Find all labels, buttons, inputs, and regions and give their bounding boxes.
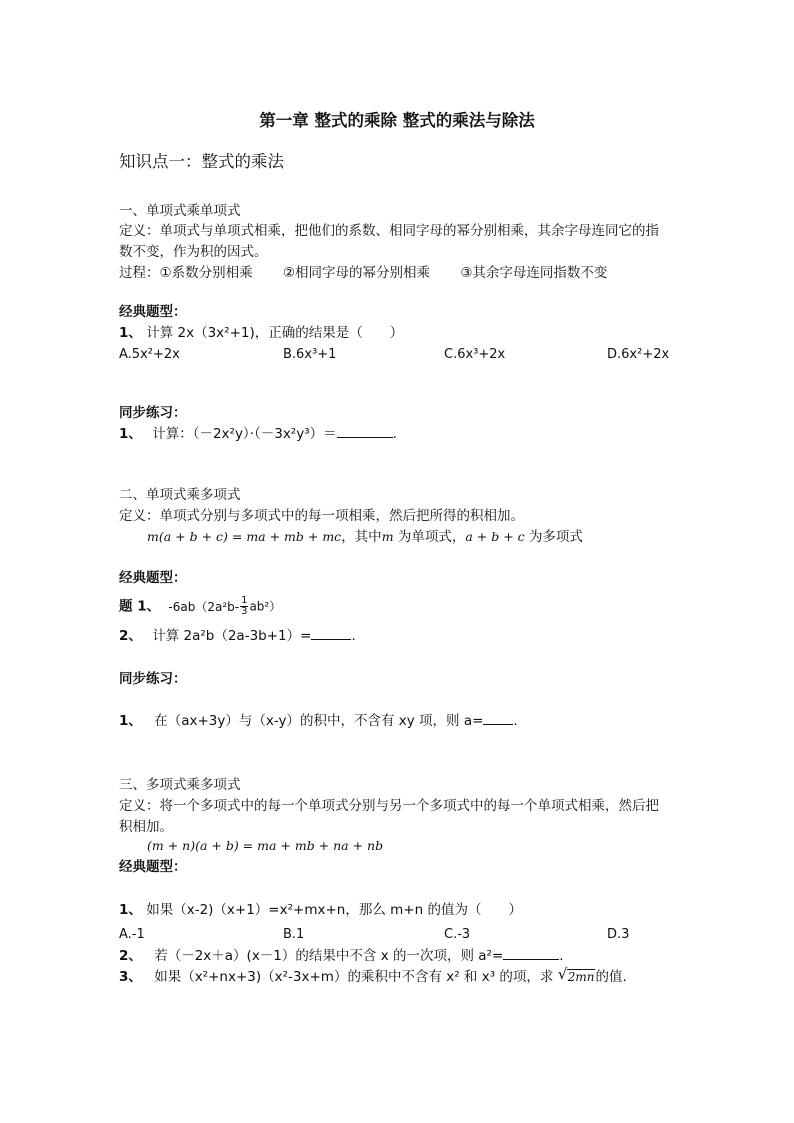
practice-number: 1、 (119, 713, 142, 729)
question-post: ab²） (249, 599, 282, 614)
question-text: 如果（x-2)（x+1）=x²+mx+n，那么 m+n 的值为（ ） (146, 902, 522, 918)
option-b: B.1 (283, 927, 305, 942)
option-d: D.3 (607, 927, 630, 942)
formula-abc: a + b + c (465, 529, 525, 544)
section3-definition-line1: 定义：将一个多项式中的每一个单项式分别与另一个多项式中的每一个单项式相乘，然后把 (119, 798, 659, 814)
section3-formula (147, 837, 383, 855)
answer-blank[interactable] (337, 425, 393, 438)
question-text: 若（－2x＋a）(x－1）的结果中不含 x 的一次项，则 a²= (154, 948, 504, 964)
question-number: 3、 (119, 969, 142, 985)
knowledge-point-heading: 知识点一：整式的乘法 (119, 152, 284, 171)
section1-process (119, 264, 607, 282)
question-pre: -6ab（2a²b- (168, 599, 240, 614)
section2-practice-heading: 同步练习： (119, 671, 187, 687)
section2-classic-heading: 经典题型： (119, 570, 187, 586)
option-d: D.6x²+2x (607, 347, 670, 362)
radicand: 2mn (567, 970, 595, 984)
option-a: A.5x²+2x (119, 347, 180, 362)
radical-sign: √ (557, 965, 568, 983)
section1-definition-line2: 数不变，作为积的因式。 (119, 244, 268, 260)
section1-practice1 (119, 425, 397, 443)
option-b: B.6x³+1 (283, 347, 337, 362)
question-number: 2、 (119, 628, 142, 644)
practice-number: 1、 (119, 426, 142, 442)
question-end: . (559, 948, 564, 964)
section3-definition-line2: 积相加。 (119, 819, 173, 835)
section1-heading: 一、单项式乘单项式 (119, 203, 241, 219)
question-end: . (351, 628, 356, 644)
section3-question2 (119, 947, 564, 965)
section2-definition: 定义：单项式分别与多项式中的每一项相乘，然后把所得的积相加。 (119, 508, 524, 524)
option-c: C.6x³+2x (444, 347, 506, 362)
section2-question1 (119, 596, 281, 617)
option-a: A.-1 (119, 927, 145, 942)
practice-end: . (392, 426, 397, 442)
fraction-one-third (240, 596, 248, 617)
practice-text: 计算：（－2x²y）·（－3x²y³）＝ (152, 426, 337, 442)
formula-m: m (381, 529, 394, 544)
answer-blank[interactable] (311, 627, 351, 640)
question-text: 如果（x²+nx+3)（x²-3x+m）的乘积中不含有 x² 和 x³ 的项，求 (154, 969, 554, 985)
question-number: 1、 (119, 902, 142, 918)
section2-heading: 二、单项式乘多项式 (119, 487, 241, 503)
section3-question3 (119, 965, 627, 986)
section1-classic-heading: 经典题型： (119, 304, 187, 320)
practice-text: 在（ax+3y）与（x-y）的积中，不含有 xy 项，则 a= (154, 713, 484, 729)
section1-question1 (119, 324, 403, 342)
section3-classic-heading: 经典题型： (119, 859, 187, 875)
square-root-expression (557, 965, 596, 986)
answer-blank[interactable] (503, 947, 559, 960)
section2-question2 (119, 627, 356, 645)
formula-text-2: 为单项式， (397, 529, 466, 545)
practice-end: . (513, 713, 518, 729)
question-number: 题 1、 (119, 598, 161, 615)
formula-text-3: 为多项式 (528, 529, 583, 545)
section3-question1 (119, 901, 522, 919)
process-step3: ③其余字母连同指数不变 (460, 265, 608, 281)
section1-definition-line1: 定义：单项式与单项式相乘，把他们的系数、相同字母的幂分别相乘，其余字母连同它的指 (119, 223, 659, 239)
section2-practice1 (119, 712, 518, 730)
option-c: C.-3 (444, 927, 471, 942)
fraction-denominator: 3 (241, 606, 248, 617)
foil-formula: (m + n)(a + b) = ma + mb + na + nb (147, 838, 384, 853)
question-number: 1、 (119, 325, 142, 341)
question-text: 计算 2x（3x²+1)，正确的结果是（ ） (146, 325, 404, 341)
page-title: 第一章 整式的乘除 整式的乘法与除法 (259, 111, 535, 130)
section1-practice-heading: 同步练习： (119, 405, 187, 421)
question-number: 2、 (119, 948, 142, 964)
answer-blank[interactable] (483, 712, 513, 725)
distributive-formula: m(a + b + c) = ma + mb + mc (147, 529, 342, 544)
section3-heading: 三、多项式乘多项式 (119, 777, 241, 793)
question-end: 的值. (595, 969, 627, 985)
formula-text-1: ，其中 (341, 529, 382, 545)
process-step1: 过程：①系数分别相乘 (119, 265, 253, 281)
section2-formula-line (147, 528, 583, 546)
process-step2: ②相同字母的幂分别相乘 (282, 265, 431, 281)
question-text: 计算 2a²b（2a-3b+1）= (152, 628, 312, 644)
fraction-numerator: 1 (241, 595, 248, 606)
